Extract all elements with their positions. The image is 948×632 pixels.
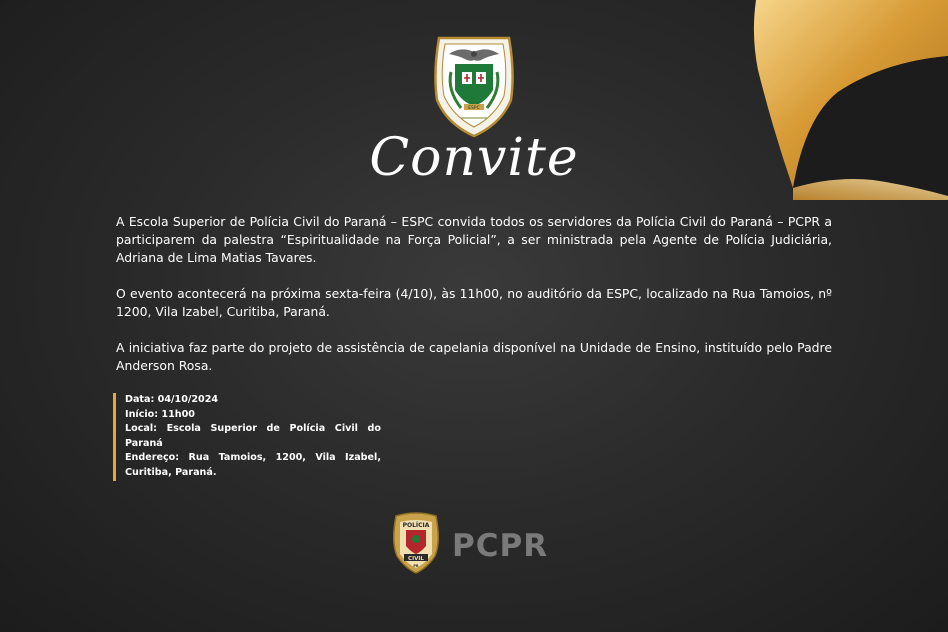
pcpr-wordmark: PCPR (452, 528, 549, 564)
seal-banner-text: ESPC (468, 106, 480, 111)
badge-top-text: POLÍCIA (402, 522, 430, 529)
body-paragraph: O evento acontecerá na próxima sexta-feira (4/10), às 11h00, no auditório da ESPC, localizado na Rua Tamoios, nº 1200, Vila Izabel, Curitiba, Paraná. (116, 286, 832, 319)
badge-bottom-text: CIVIL (408, 556, 424, 562)
body-paragraph: A Escola Superior de Polícia Civil do Paraná – ESPC convida todos os servidores da Polícia Civil do Paraná – PCPR a participarem da palestra “Espiritualidade na Força Policial”, a ser ministrada pela Agente de Polícia Judiciária, Adriana de Lima Matias Tavares. (116, 214, 832, 265)
body-paragraph: A iniciativa faz parte do projeto de assistência de capelania disponível na Unidade de Ensino, instituído pelo Padre Anderson Rosa. (116, 340, 832, 373)
event-start-time: Início: 11h00 (125, 408, 195, 420)
event-details (113, 393, 381, 481)
invitation-title: Convite (369, 128, 579, 188)
badge-state-text: PR (413, 564, 419, 568)
invitation-body (116, 213, 832, 393)
event-address: Endereço: Rua Tamoios, 1200, Vila Izabel, Curitiba, Paraná. (125, 452, 381, 478)
policia-civil-badge-logo (391, 512, 441, 574)
event-location: Local: Escola Superior de Polícia Civil do Paraná (125, 423, 381, 449)
event-date: Data: 04/10/2024 (125, 394, 219, 405)
espc-seal-logo (431, 32, 517, 138)
